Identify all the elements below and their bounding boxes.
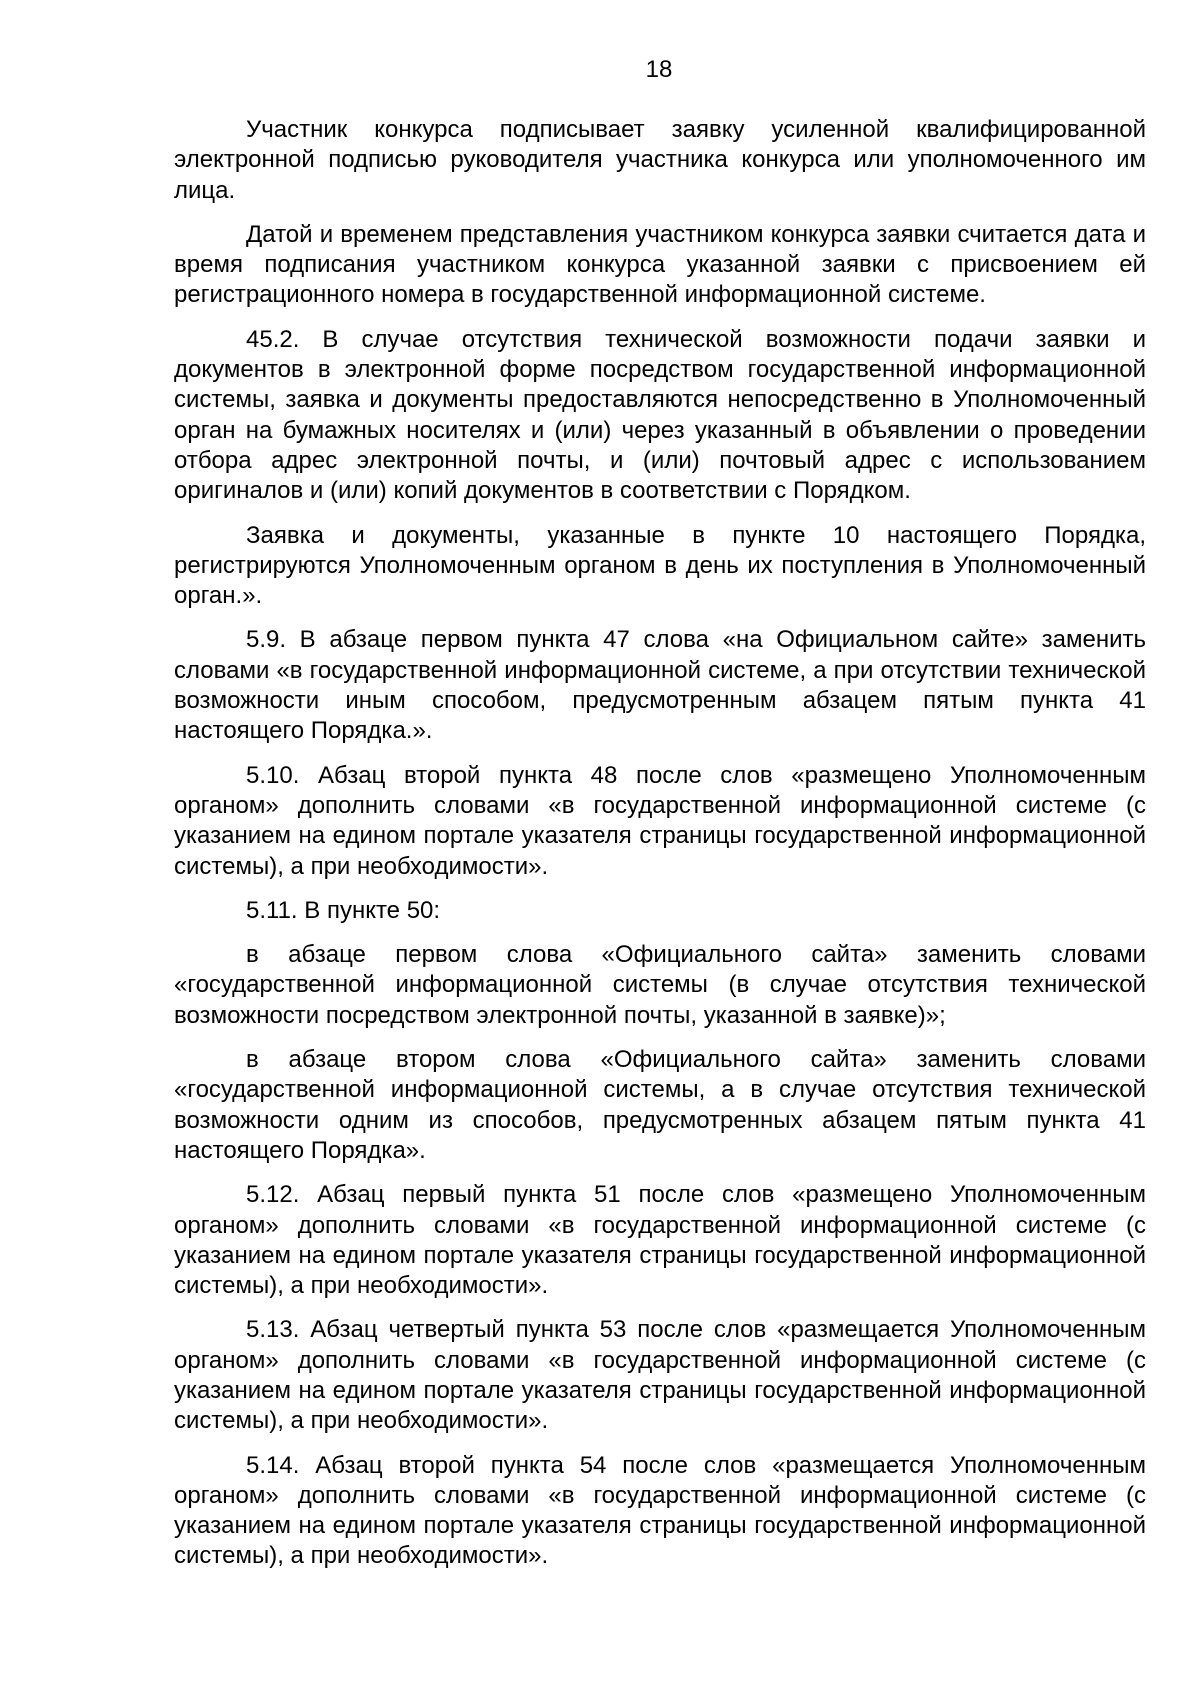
paragraph-registration: Заявка и документы, указанные в пункте 10 настоящего Порядка, регистрируются Уполномоченным органом в день их поступления в Уполномоченный орган.». (174, 521, 1146, 610)
paragraph-5-9: 5.9. В абзаце первом пункта 47 слова «на Официальном сайте» заменить словами «в государственной информационной системе, а при отсутствии технической возможности иным способом, предусмотренным абзацем пятым пункта 41 настоящего Порядка.». (174, 626, 1146, 745)
paragraph-5-11-second: в абзаце втором слова «Официального сайта» заменить словами «государственной информационной системы, а в случае отсутствия технической возможности одним из способов, предусмотренных абзацем пятым пункта 41 настоящего Порядка». (174, 1046, 1146, 1164)
paragraph-5-14: 5.14. Абзац второй пункта 54 после слов «размещается Уполномоченным органом» дополнить словами «в государственной информационной системе (с указанием на едином портале указателя страницы государственной информационной системы), а при необходимости». (174, 1451, 1146, 1570)
page-number: 18 (645, 56, 673, 83)
paragraph-5-12: 5.12. Абзац первый пункта 51 после слов «размещено Уполномоченным органом» дополнить словами «в государственной информационной системе (с указанием на едином портале указателя страницы государственной информационной системы), а при необходимости». (174, 1181, 1146, 1300)
paragraph-5-13: 5.13. Абзац четвертый пункта 53 после слов «размещается Уполномоченным органом» дополнить словами «в государственной информационной системе (с указанием на едином портале указателя страницы государственной информационной системы), а при необходимости». (174, 1316, 1146, 1435)
paragraph-submission-date: Датой и временем представления участником конкурса заявки считается дата и время подписания участником конкурса указанной заявки с присвоением ей регистрационного номера в государственной информационной системе. (174, 220, 1146, 309)
paragraph-5-10: 5.10. Абзац второй пункта 48 после слов «размещено Уполномоченным органом» дополнить словами «в государственной информационной системе (с указанием на едином портале указателя страницы государственной информационной системы), а при необходимости». (174, 761, 1146, 880)
document-body (174, 115, 1146, 1586)
paragraph-45-2: 45.2. В случае отсутствия технической возможности подачи заявки и документов в электронной форме посредством государственной информационной системы, заявка и документы предоставляются непосредственно в Уполномоченный орган на бумажных носителях и (или) через указанный в объявлении о проведении отбора адрес электронной почты, и (или) почтовый адрес с использованием оригиналов и (или) копий документов в соответствии с Порядком. (174, 325, 1146, 505)
paragraph-5-11: 5.11. В пункте 50: (246, 896, 441, 924)
paragraph-5-11-first: в абзаце первом слова «Официального сайта» заменить словами «государственной информационной системы (в случае отсутствия технической возможности посредством электронной почты, указанной в заявке)»; (174, 941, 1146, 1029)
paragraph-signature: Участник конкурса подписывает заявку усиленной квалифицированной электронной подписью руководителя участника конкурса или уполномоченного им лица. (174, 116, 1146, 204)
